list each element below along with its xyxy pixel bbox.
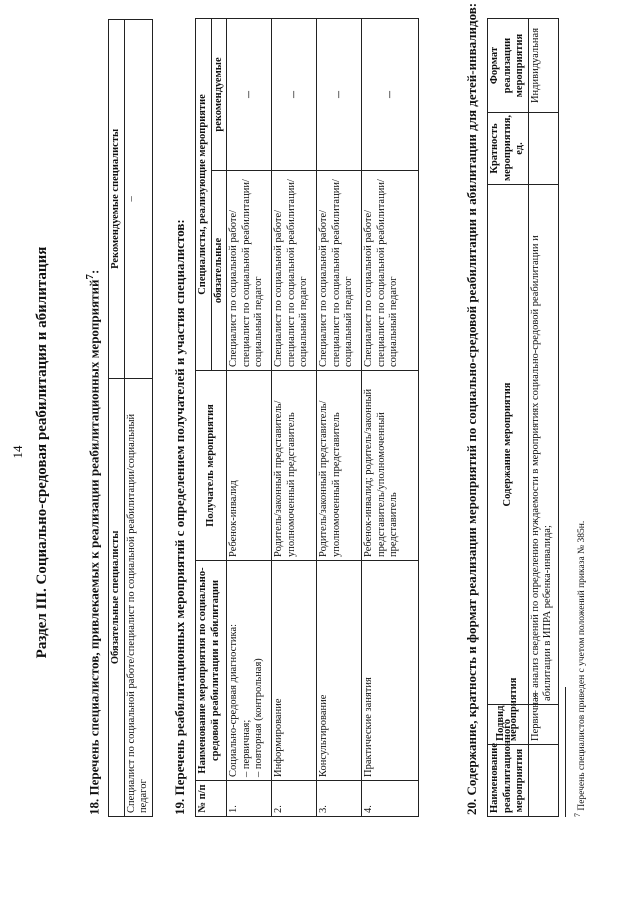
page-number: 14 <box>10 445 25 459</box>
row-frequency <box>528 113 558 185</box>
measures-table <box>195 18 419 817</box>
row-measure-name: Консультирование <box>317 561 362 781</box>
footnote-text: Перечень специалистов приведен с учетом положений приказа № 385н. <box>577 520 588 811</box>
row-num: 1. <box>227 781 272 817</box>
row-recipient: Родитель/законный представитель/ уполномоченный представитель <box>272 371 317 561</box>
col-recipient: Получатель мероприятия <box>196 371 227 561</box>
row-measure-name <box>528 745 558 817</box>
table-header-row <box>488 19 529 817</box>
col-specialists: Специалисты, реализующие мероприятие <box>196 19 212 371</box>
col-required: обязательные <box>211 171 227 371</box>
row-recommended: – <box>362 19 419 171</box>
heading-19: 19. Перечень реабилитационных мероприятий с определением получателей и участия специалистов: <box>172 219 187 815</box>
col-subtype: Подвид мероприятия <box>488 705 529 745</box>
row-recipient: Ребенок-инвалид <box>227 371 272 561</box>
table-header-row <box>109 20 125 817</box>
footnote-ref: 7 <box>84 274 96 280</box>
row-recommended: – <box>227 19 272 171</box>
row-required: Специалист по социальной работе/специалист по социальной реабилитации/социальный педагог <box>317 171 362 371</box>
section-title: Раздел III. Социально-средовая реабилитация и абилитация <box>34 246 50 659</box>
row-required: Специалист по социальной работе/специалист по социальной реабилитации/социальный педагог <box>227 171 272 371</box>
table-row <box>362 19 419 817</box>
measure-subitem: – первичная; <box>240 719 252 777</box>
heading-18-text: 18. Перечень специалистов, привлекаемых к реализации реабилитационных мероприятий <box>86 279 102 815</box>
row-measure-name: Практические занятия <box>362 561 419 781</box>
table-row <box>272 19 317 817</box>
table-row <box>227 19 272 817</box>
table-row <box>317 19 362 817</box>
content-table <box>487 18 559 817</box>
row-num: 4. <box>362 781 419 817</box>
row-recommended: – <box>272 19 317 171</box>
specialists-table <box>108 19 153 817</box>
row-recipient: Ребенок-инвалид; родитель/законный представитель/уполномоченный представитель <box>362 371 419 561</box>
table-header-row <box>196 19 212 817</box>
table-row <box>528 19 558 817</box>
measure-subitem: – повторная (контрольная) <box>253 658 264 777</box>
footnote-mark: 7 <box>573 813 582 817</box>
col-measure-name: Наименование реабилитационного мероприятия <box>488 745 529 817</box>
row-required: Специалист по социальной работе/специалист по социальной реабилитации/социальный педагог <box>362 171 419 371</box>
row-measure-name <box>227 561 272 781</box>
col-num: № п/п <box>196 781 227 817</box>
row-num: 2. <box>272 781 317 817</box>
row-recipient: Родитель/законный представитель/ уполномоченный представитель <box>317 371 362 561</box>
measure-name-text: Социально-средовая диагностика: <box>228 623 239 777</box>
row-content: — анализ сведений по определению нуждаемости в мероприятиях социально-средовой реабилитации и абилитации в ИПРА ребенка-инвалида; <box>528 185 558 705</box>
row-num: 3. <box>317 781 362 817</box>
col-recommended-specialists: Рекомендуемые специалисты <box>109 20 125 379</box>
col-measure-name: Наименование мероприятия по социально-средовой реабилитации и абилитации <box>196 561 227 781</box>
col-format: Формат реализации мероприятия <box>488 19 529 113</box>
required-specialists-value: Специалист по социальной работе/специалист по социальной реабилитации/социальный педагог <box>124 378 152 816</box>
row-format: Индивидуальная <box>528 19 558 113</box>
heading-20: 20. Содержание, кратность и формат реализации мероприятий по социально-средовой реабилитации и абилитации для детей-инвалидов: <box>464 2 479 815</box>
col-frequency: Кратность мероприятия, ед. <box>488 113 529 185</box>
footnote <box>573 521 587 817</box>
row-subtype: Первичная <box>528 705 558 745</box>
row-measure-name: Информирование <box>272 561 317 781</box>
col-required-specialists: Обязательные специалисты <box>109 378 125 816</box>
recommended-specialists-value: – <box>124 20 152 379</box>
footnote-divider <box>565 687 566 817</box>
row-required: Специалист по социальной работе/специалист по социальной реабилитации/социальный педагог <box>272 171 317 371</box>
heading-18 <box>84 270 102 815</box>
table-row <box>124 20 152 817</box>
col-content: Содержание мероприятия <box>488 185 529 705</box>
row-recommended: – <box>317 19 362 171</box>
heading-18-tail: : <box>86 269 102 275</box>
col-recommended: рекомендуемые <box>211 19 227 171</box>
